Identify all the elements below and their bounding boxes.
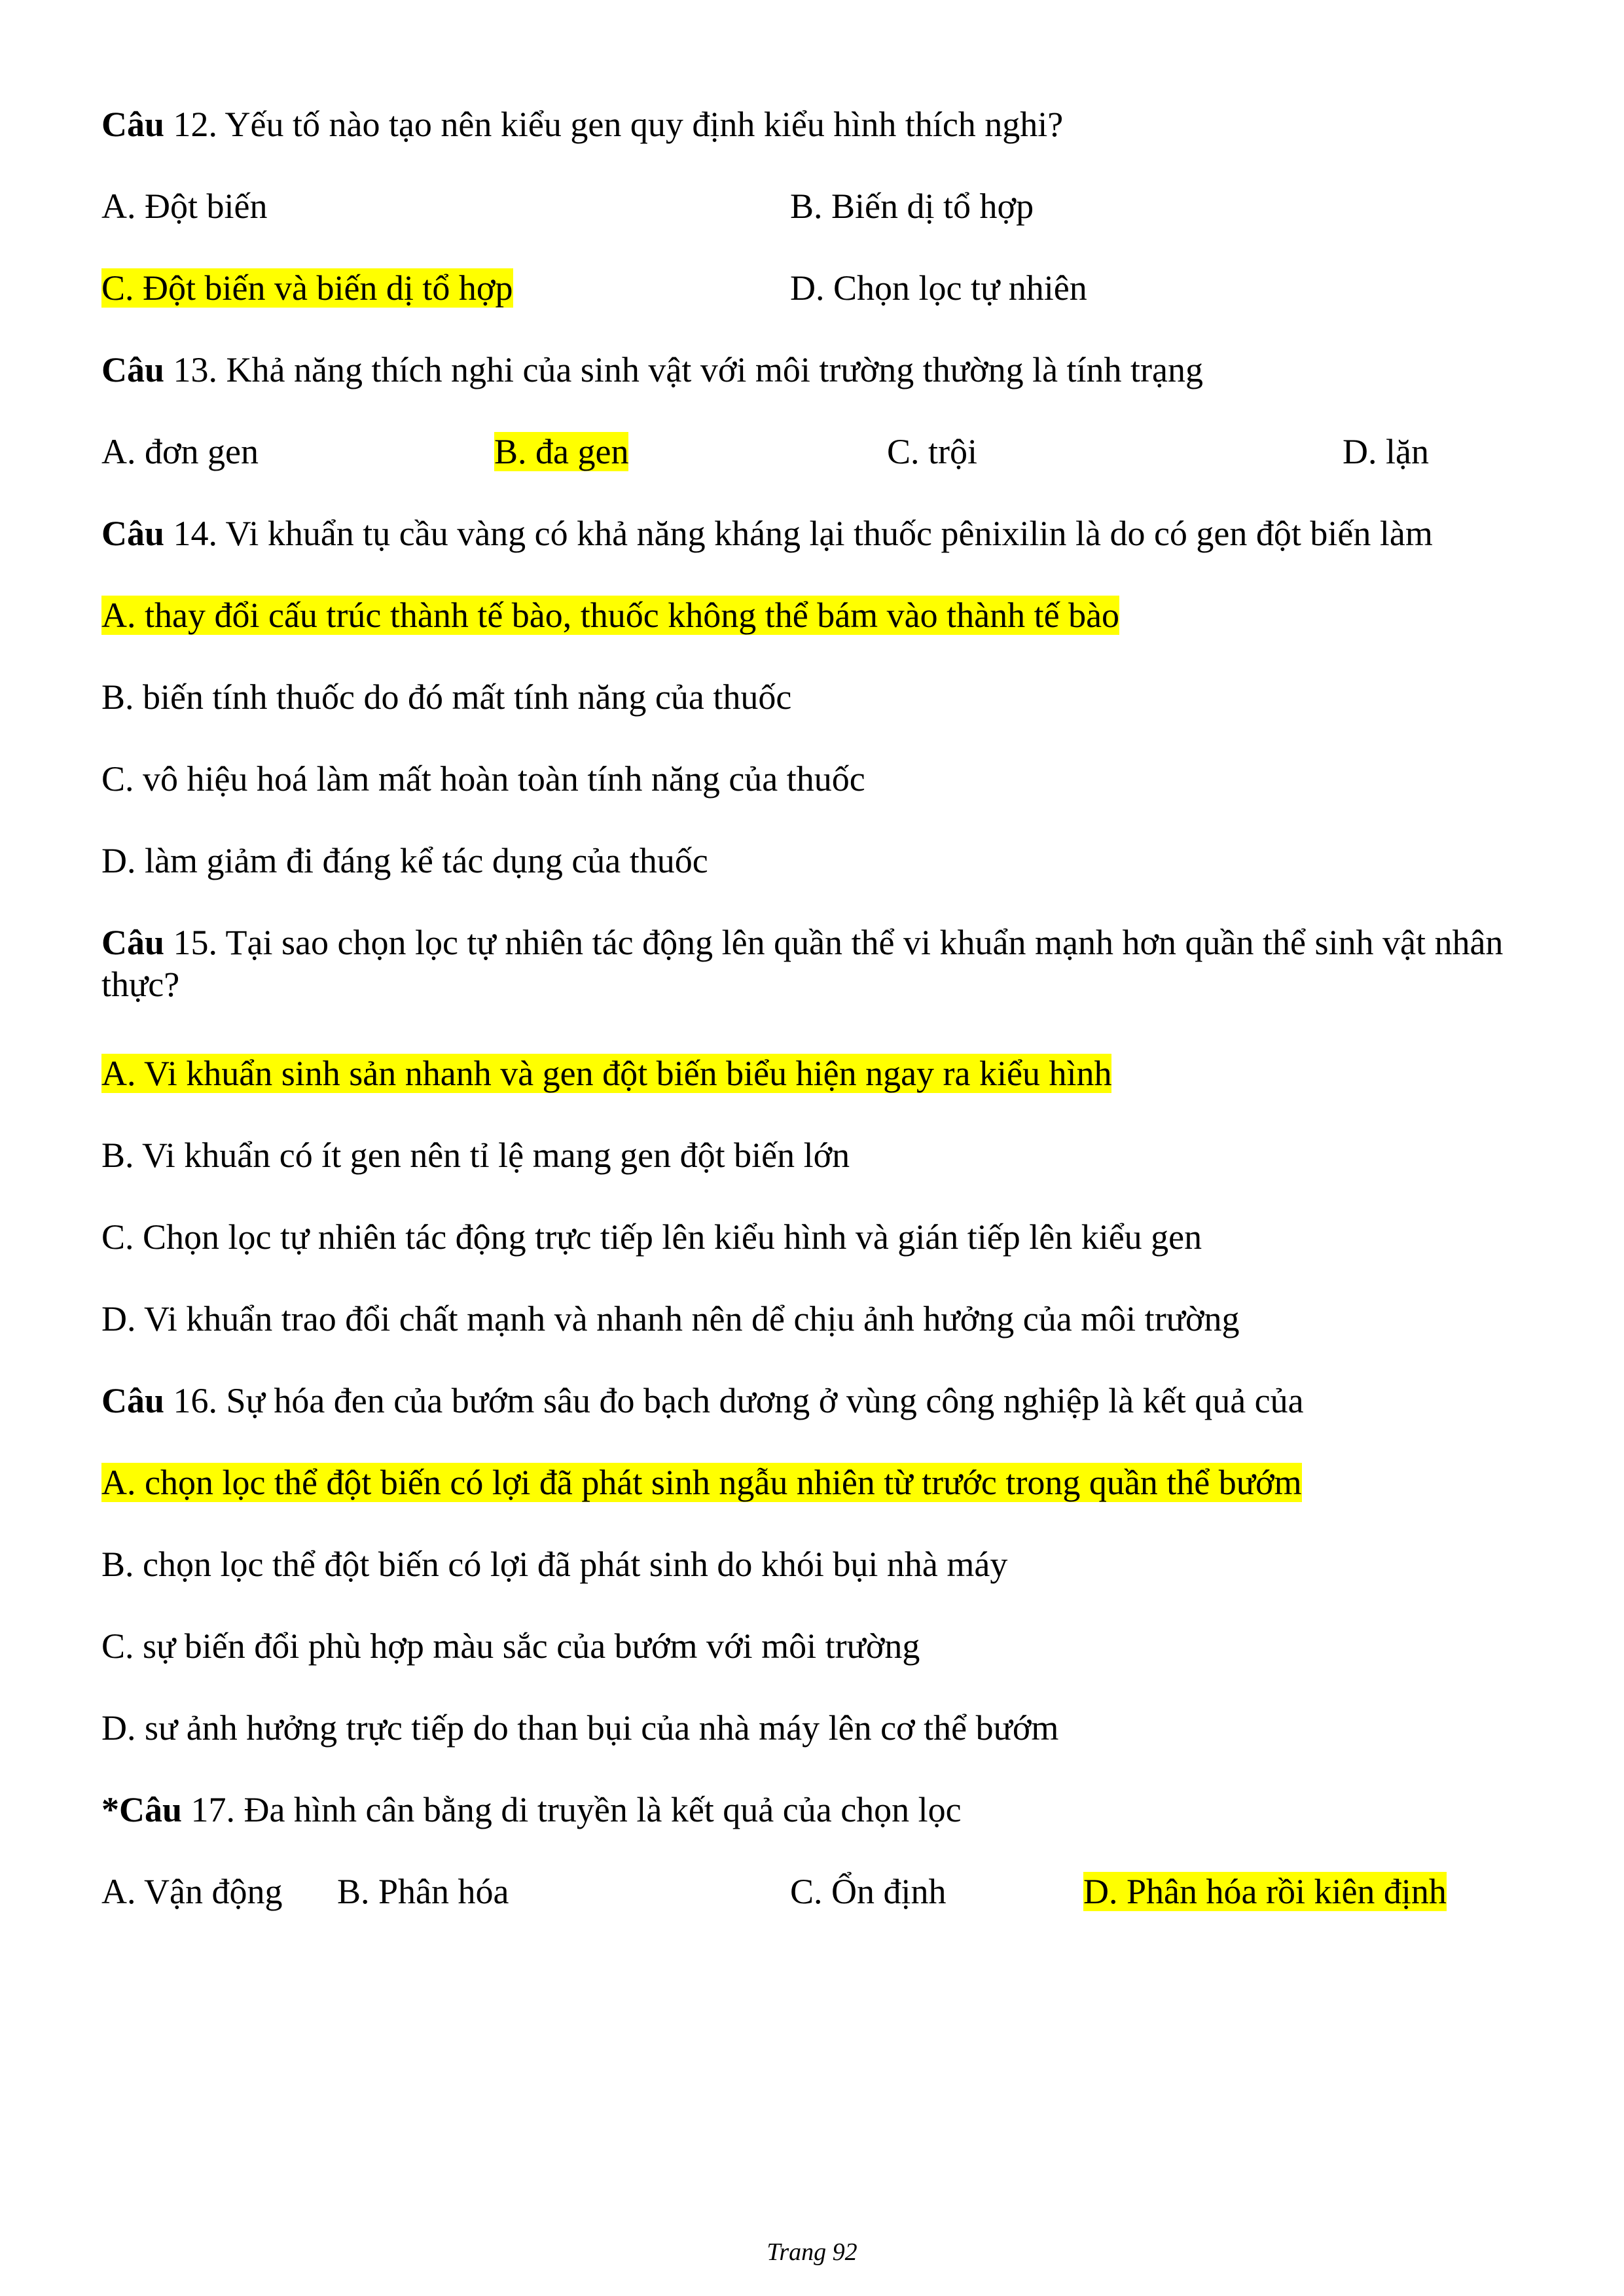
question-text: Đa hình cân bằng di truyền là kết quả của chọn lọc [235, 1790, 962, 1829]
question-number: 17. [182, 1790, 236, 1829]
question-12-option-c-highlighted: C. Đột biến và biến dị tổ hợp [101, 268, 513, 308]
question-14-option-b: B. biến tính thuốc do đó mất tính năng của thuốc [101, 677, 792, 717]
question-label: Câu [101, 105, 165, 144]
question-number: 12. [164, 105, 218, 144]
question-17-option-b: B. Phân hóa [337, 1872, 509, 1911]
question-text: Yếu tố nào tạo nên kiểu gen quy định kiểu hình thích nghi? [217, 105, 1064, 144]
question-16-option-b: B. chọn lọc thể đột biến có lợi đã phát sinh do khói bụi nhà máy [101, 1545, 1008, 1584]
question-12-stem [101, 103, 1063, 145]
question-13-option-c: C. trội [887, 432, 978, 471]
question-15-stem [101, 922, 1561, 1005]
question-17-option-a: A. Vận động [101, 1872, 283, 1911]
page-number-footer: Trang 92 [767, 2238, 857, 2266]
question-label: Câu [101, 1381, 165, 1420]
question-16-option-c: C. sự biến đổi phù hợp màu sắc của bướm với môi trường [101, 1626, 920, 1666]
question-text: Tại sao chọn lọc tự nhiên tác động lên quần thể vi khuẩn mạnh hơn quần thể sinh vật nhân thực? [101, 923, 1504, 1004]
question-label: *Câu [101, 1790, 183, 1829]
question-13-option-a: A. đơn gen [101, 432, 259, 471]
question-number: 14. [164, 514, 218, 553]
question-15-option-a-highlighted: A. Vi khuẩn sinh sản nhanh và gen đột biến biểu hiện ngay ra kiểu hình [101, 1054, 1112, 1093]
question-label: Câu [101, 514, 165, 553]
question-text: Vi khuẩn tụ cầu vàng có khả năng kháng lại thuốc pênixilin là do có gen đột biến làm [217, 514, 1433, 553]
question-14-stem [101, 512, 1433, 554]
question-number: 16. [164, 1381, 218, 1420]
question-text: Khả năng thích nghi của sinh vật với môi trường thường là tính trạng [217, 350, 1203, 389]
question-17-option-c: C. Ổn định [790, 1872, 947, 1911]
question-13-stem [101, 349, 1203, 391]
question-17-stem [101, 1789, 962, 1831]
question-16-stem [101, 1380, 1304, 1422]
question-label: Câu [101, 923, 165, 962]
question-12-option-a: A. Đột biến [101, 187, 268, 226]
question-number: 15. [164, 923, 218, 962]
question-15-option-c: C. Chọn lọc tự nhiên tác động trực tiếp lên kiểu hình và gián tiếp lên kiểu gen [101, 1217, 1202, 1257]
question-16-option-a-highlighted: A. chọn lọc thể đột biến có lợi đã phát sinh ngẫu nhiên từ trước trong quần thể bướm [101, 1463, 1302, 1502]
question-13-option-b-highlighted: B. đa gen [494, 432, 629, 471]
question-17-option-d-highlighted: D. Phân hóa rồi kiên định [1083, 1872, 1447, 1911]
question-14-option-a-highlighted: A. thay đổi cấu trúc thành tế bào, thuốc không thể bám vào thành tế bào [101, 596, 1120, 635]
question-text: Sự hóa đen của bướm sâu đo bạch dương ở vùng công nghiệp là kết quả của [217, 1381, 1304, 1420]
question-15-option-d: D. Vi khuẩn trao đổi chất mạnh và nhanh nên dể chịu ảnh hưởng của môi trường [101, 1299, 1240, 1338]
question-16-option-d: D. sư ảnh hưởng trực tiếp do than bụi của nhà máy lên cơ thể bướm [101, 1708, 1059, 1748]
question-12-option-d: D. Chọn lọc tự nhiên [790, 268, 1087, 308]
question-12-option-b: B. Biến dị tổ hợp [790, 187, 1034, 226]
question-14-option-c: C. vô hiệu hoá làm mất hoàn toàn tính năng của thuốc [101, 759, 865, 798]
question-14-option-d: D. làm giảm đi đáng kể tác dụng của thuốc [101, 841, 708, 880]
question-13-option-d: D. lặn [1343, 432, 1429, 471]
question-15-option-b: B. Vi khuẩn có ít gen nên tỉ lệ mang gen đột biến lớn [101, 1136, 850, 1175]
question-label: Câu [101, 350, 165, 389]
question-number: 13. [164, 350, 218, 389]
